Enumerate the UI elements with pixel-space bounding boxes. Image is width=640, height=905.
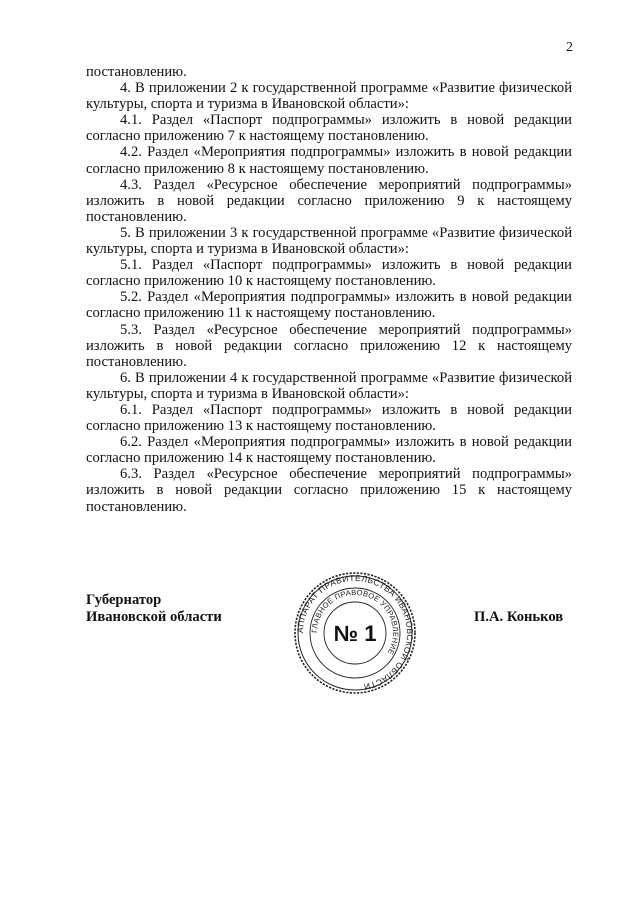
page-number: 2: [566, 40, 573, 55]
paragraph: 4.2. Раздел «Мероприятия подпрограммы» изложить в новой редакции согласно приложению 8 к настоящему постановлению.: [86, 144, 572, 177]
signature-title-line1: Губернатор: [86, 592, 162, 608]
paragraph: 6.2. Раздел «Мероприятия подпрограммы» изложить в новой редакции согласно приложению 14 к настоящему постановлению.: [86, 434, 572, 467]
document-body: [86, 64, 572, 515]
seal-outer-text: АППАРАТ ПРАВИТЕЛЬСТВА ИВАНОВСКОЙ ОБЛАСТИ: [294, 572, 416, 693]
signature-title-line2: Ивановской области: [86, 609, 222, 625]
paragraph: 6. В приложении 4 к государственной программе «Развитие физической культуры, спорта и туризма в Ивановской области»:: [86, 369, 572, 402]
paragraph: 4.1. Раздел «Паспорт подпрограммы» изложить в новой редакции согласно приложению 7 к настоящему постановлению.: [86, 112, 572, 145]
paragraph: 5.3. Раздел «Ресурсное обеспечение мероприятий подпрограммы» изложить в новой редакции согласно приложению 12 к настоящему постановлению.: [86, 321, 572, 370]
signature-name: П.А. Коньков: [474, 609, 564, 625]
paragraph: 4. В приложении 2 к государственной программе «Развитие физической культуры, спорта и туризма в Ивановской области»:: [86, 80, 572, 113]
paragraph: 4.3. Раздел «Ресурсное обеспечение мероприятий подпрограммы» изложить в новой редакции согласно приложению 9 к настоящему постановлению.: [86, 176, 572, 225]
seal-number: № 1: [333, 621, 377, 646]
signature-title: [86, 592, 222, 626]
paragraph: 6.3. Раздел «Ресурсное обеспечение мероприятий подпрограммы» изложить в новой редакции согласно приложению 15 к настоящему постановлению.: [86, 466, 572, 515]
official-seal: [293, 571, 417, 695]
paragraph: 6.1. Раздел «Паспорт подпрограммы» изложить в новой редакции согласно приложению 13 к настоящему постановлению.: [86, 401, 572, 435]
seal-inner-text: ГЛАВНОЕ ПРАВОВОЕ УПРАВЛЕНИЕ: [309, 587, 401, 657]
paragraph: 5.1. Раздел «Паспорт подпрограммы» изложить в новой редакции согласно приложению 10 к настоящему постановлению.: [86, 257, 572, 290]
paragraph: 5. В приложении 3 к государственной программе «Развитие физической культуры, спорта и туризма в Ивановской области»:: [86, 224, 572, 258]
paragraph: постановлению.: [86, 64, 187, 80]
paragraph: 5.2. Раздел «Мероприятия подпрограммы» изложить в новой редакции согласно приложению 11 к настоящему постановлению.: [86, 289, 572, 322]
